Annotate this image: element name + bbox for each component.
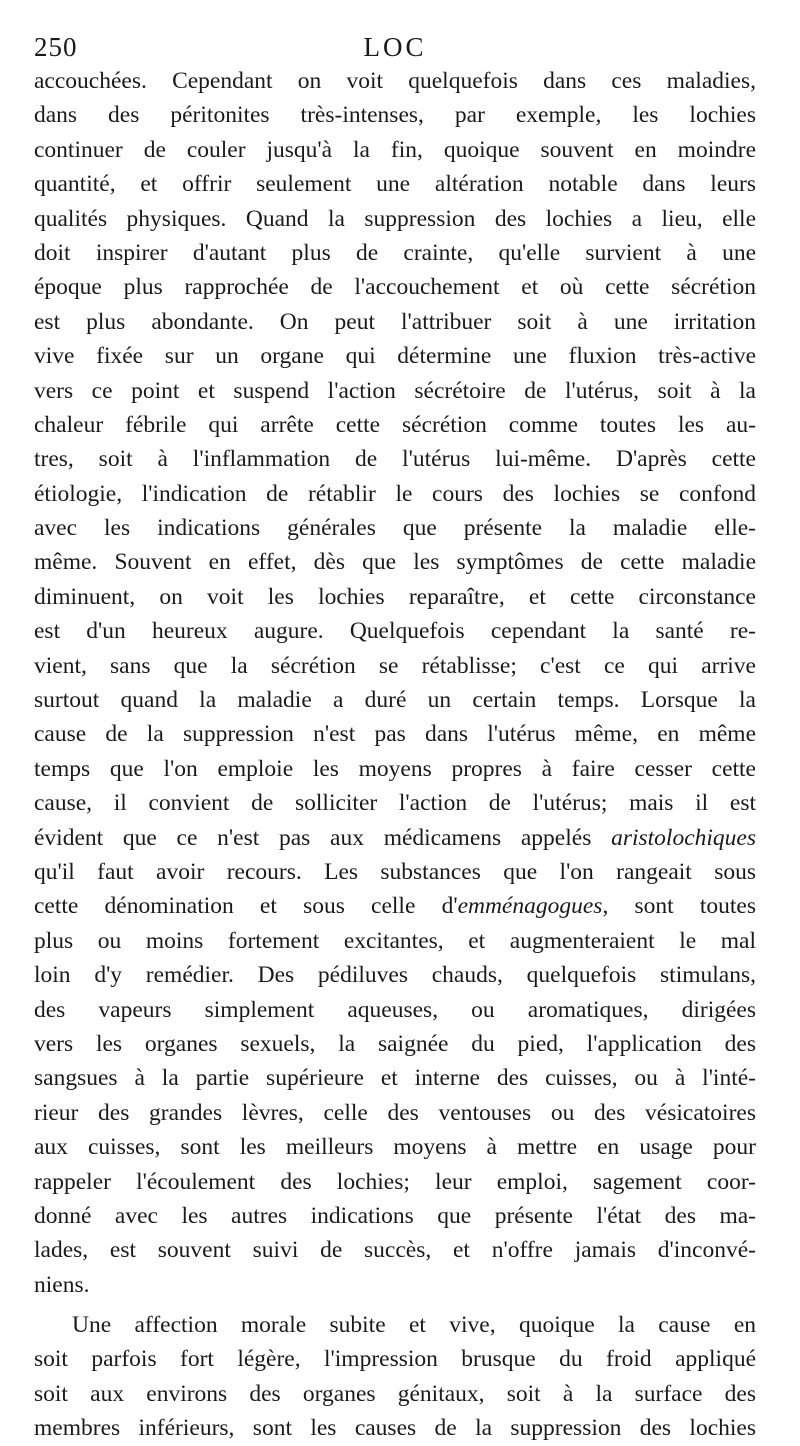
text-line: est d'un heureux augure. Quelquefois cependant la santé re- <box>34 618 756 645</box>
text-line: donné avec les autres indications que présente l'état des ma- <box>34 1202 756 1229</box>
text-line: lades, est souvent suivi de succès, et n'offre jamais d'inconvé- <box>34 1237 756 1264</box>
text-line: temps que l'on emploie les moyens propres à faire cesser cette <box>34 755 756 782</box>
text-line-segment: cette dénomination et sous celle d' <box>34 893 458 920</box>
text-line: des vapeurs simplement aqueuses, ou aromatiques, dirigées <box>34 996 756 1023</box>
text-line: qualités physiques. Quand la suppression des lochies a lieu, elle <box>34 205 756 232</box>
book-page <box>34 24 756 1446</box>
text-line: chaleur fébrile qui arrête cette sécrétion comme toutes les au- <box>34 411 756 438</box>
text-line: vient, sans que la sécrétion se rétablisse; c'est ce qui arrive <box>34 652 756 679</box>
text-line: vers les organes sexuels, la saignée du pied, l'application des <box>34 1030 756 1057</box>
text-line: accouchées. Cependant on voit quelquefois dans ces maladies, <box>34 68 756 94</box>
text-line: même. Souvent en effet, dès que les symptômes de cette maladie <box>34 549 756 576</box>
running-head <box>34 24 756 64</box>
paragraph-2 <box>34 1308 756 1446</box>
italic-term-emmenagogues: emménagogues <box>457 893 603 920</box>
text-line: rieur des grandes lèvres, celle des ventouses ou des vésicatoires <box>34 1099 756 1126</box>
page-number: 250 <box>34 32 78 62</box>
text-line: doit inspirer d'autant plus de crainte, qu'elle survient à une <box>34 239 756 266</box>
text-line: dans des péritonites très-intenses, par exemple, les lochies <box>34 102 756 129</box>
text-line: continuer de couler jusqu'à la fin, quoique souvent en moindre <box>34 136 756 163</box>
text-line: aux cuisses, sont les meilleurs moyens à mettre en usage pour <box>34 1134 756 1161</box>
paragraph-1 <box>34 64 756 1302</box>
text-line: rappeler l'écoulement des lochies; leur emploi, sagement coor- <box>34 1168 756 1195</box>
text-line: cause de la suppression n'est pas dans l'utérus même, en même <box>34 721 756 748</box>
text-line: loin d'y remédier. Des pédiluves chauds, quelquefois stimulans, <box>34 962 756 989</box>
running-title: LOC <box>363 32 427 62</box>
text-line-segment: évident que ce n'est pas aux médicamens appelés <box>34 824 612 851</box>
text-line: qu'il faut avoir recours. Les substances que l'on rangeait sous <box>34 858 756 885</box>
text-line: est plus abondante. On peut l'attribuer soit à une irritation <box>34 308 756 335</box>
text-line: niens. <box>34 1271 90 1298</box>
text-line: avec les indications générales que présente la maladie elle- <box>34 515 756 542</box>
text-line: soit parfois fort légère, l'impression brusque du froid appliqué <box>34 1346 756 1373</box>
text-line: étiologie, l'indication de rétablir le cours des lochies se confond <box>34 480 756 507</box>
text-line: tres, soit à l'inflammation de l'utérus lui-même. D'après cette <box>34 446 756 473</box>
text-line: époque plus rapprochée de l'accouchement et où cette sécrétion <box>34 274 756 301</box>
text-line: sangsues à la partie supérieure et interne des cuisses, ou à l'inté- <box>34 1065 756 1092</box>
text-line: soit aux environs des organes génitaux, soit à la surface des <box>34 1380 756 1407</box>
text-line: membres inférieurs, sont les causes de la suppression des lochies <box>34 1415 756 1442</box>
text-line: vive fixée sur un organe qui détermine une fluxion très-active <box>34 343 756 370</box>
text-line-segment: , sont toutes <box>602 893 756 920</box>
text-line: diminuent, on voit les lochies reparaître, et cette circonstance <box>34 583 756 610</box>
text-line: plus ou moins fortement excitantes, et augmenteraient le mal <box>34 927 756 954</box>
text-line: Une affection morale subite et vive, quoique la cause en <box>72 1312 756 1339</box>
text-line <box>34 821 756 855</box>
text-line <box>34 889 756 923</box>
italic-term-aristolochiques: aristolochiques <box>611 824 756 851</box>
text-line: surtout quand la maladie a duré un certain temps. Lorsque la <box>34 687 756 714</box>
text-line: quantité, et offrir seulement une altération notable dans leurs <box>34 171 756 198</box>
text-line: vers ce point et suspend l'action sécrétoire de l'utérus, soit à la <box>34 377 756 404</box>
text-line: cause, il convient de solliciter l'action de l'utérus; mais il est <box>34 790 756 817</box>
